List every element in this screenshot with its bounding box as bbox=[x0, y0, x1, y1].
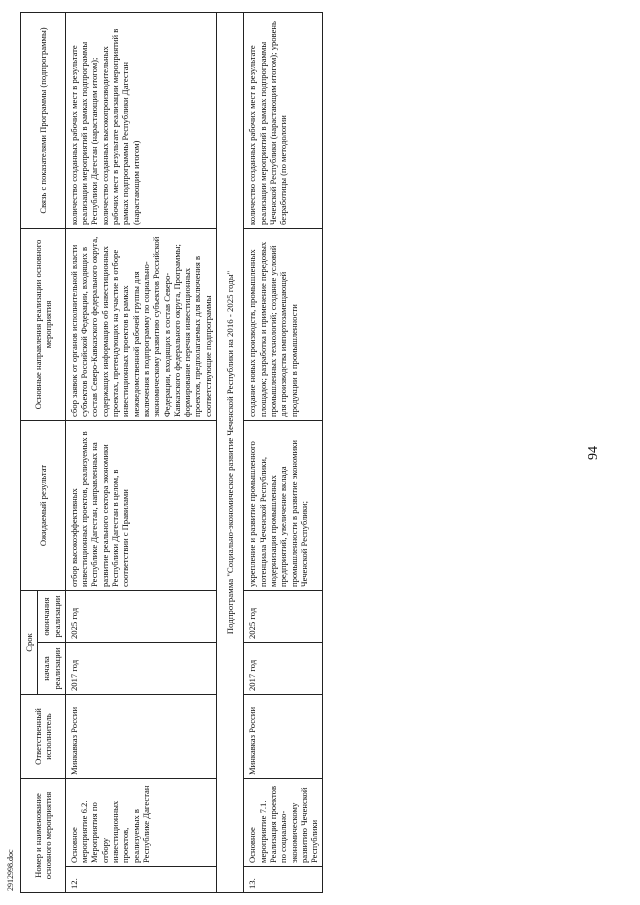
header-directions: Основные направления реализации основного мероприятия bbox=[21, 228, 66, 420]
row-result: укрепление и развитие промышленного потенциала Чеченской Республики, модернизация промышленных предприятий, увеличение вклада промышленности в развитие экономики Чеченской Республики; bbox=[244, 420, 323, 590]
header-term-end: окончания реализации bbox=[38, 590, 66, 642]
table-row bbox=[244, 12, 323, 892]
row-link: количество созданных рабочих мест в результате реализации мероприятий в рамках подпрограммы Чеченской Республики (нарастающим итогом); уровень безработицы (по методологии bbox=[244, 12, 323, 228]
row-number: 13. bbox=[244, 867, 323, 893]
header-number-name: Номер и наименование основного мероприятия bbox=[21, 779, 66, 893]
row-name: Основное мероприятие 6.2. Мероприятия по отбору инвестиционных проектов, реализуемых в Республике Дагестан bbox=[65, 779, 216, 867]
header-term: Срок bbox=[21, 590, 38, 694]
header-executor: Ответственный исполнитель bbox=[21, 695, 66, 779]
subprogram-row bbox=[217, 12, 244, 892]
row-result: отбор высокоэффективных инвестиционных проектов, реализуемых в Республике Дагестан, направленных на развитие реального сектора экономики Республики Дагестан в целом, в соответствии с Правилами bbox=[65, 420, 216, 590]
row-start: 2017 год bbox=[65, 643, 216, 695]
measures-table bbox=[20, 12, 323, 893]
header-row bbox=[21, 12, 38, 892]
header-link: Связь с показателями Программы (подпрограммы) bbox=[21, 12, 66, 228]
header-result: Ожидаемый результат bbox=[21, 420, 66, 590]
document-code: 2912998.doc bbox=[6, 849, 15, 891]
row-link: количество созданных рабочих мест в результате реализации мероприятий в рамках подпрограммы Республики Дагестан (нарастающим итогом); количество созданных высокопроизводительных рабочих мест в результате реализации мероприятий в рамках подпрограммы Республики Дагестан (нарастающим итогом) bbox=[65, 12, 216, 228]
row-directions: сбор заявок от органов исполнительной власти субъектов Российской Федерации, входящих в состав Северо-Кавказского федерального округа, содержащих информацию об инвестиционных проектах, претендующих на участие в отборе инвестиционных проектов в рамках межведомственной рабочей группы для включения в подпрограмму по социально-экономическому развитию субъектов Российской Федерации, входящих в состав Северо-Кавказского федерального округа, Программы; формирование перечня инвестиционных проектов, предполагаемых для включения в соответствующие подпрограммы bbox=[65, 228, 216, 420]
header-term-start: начала реализации bbox=[38, 643, 66, 695]
row-end: 2025 год bbox=[244, 590, 323, 642]
row-directions: создание новых производств, промышленных площадок; разработка и применение передовых промышленных технологий; создание условий для производства импортозамещающей продукции в промышленности bbox=[244, 228, 323, 420]
row-executor: Минкавказ России bbox=[244, 695, 323, 779]
page-number: 94 bbox=[586, 446, 601, 460]
table-row bbox=[65, 12, 216, 892]
row-end: 2025 год bbox=[65, 590, 216, 642]
subprogram-title: Подпрограмма "Социально-экономическое развитие Чеченской Республики на 2016 - 2025 годы" bbox=[217, 12, 244, 892]
row-number: 12. bbox=[65, 867, 216, 893]
row-name: Основное мероприятие 7.1. Реализация проектов по социально-экономическому развитию Чеченской Республики bbox=[244, 779, 323, 867]
row-executor: Минкавказ России bbox=[65, 695, 216, 779]
row-start: 2017 год bbox=[244, 643, 323, 695]
